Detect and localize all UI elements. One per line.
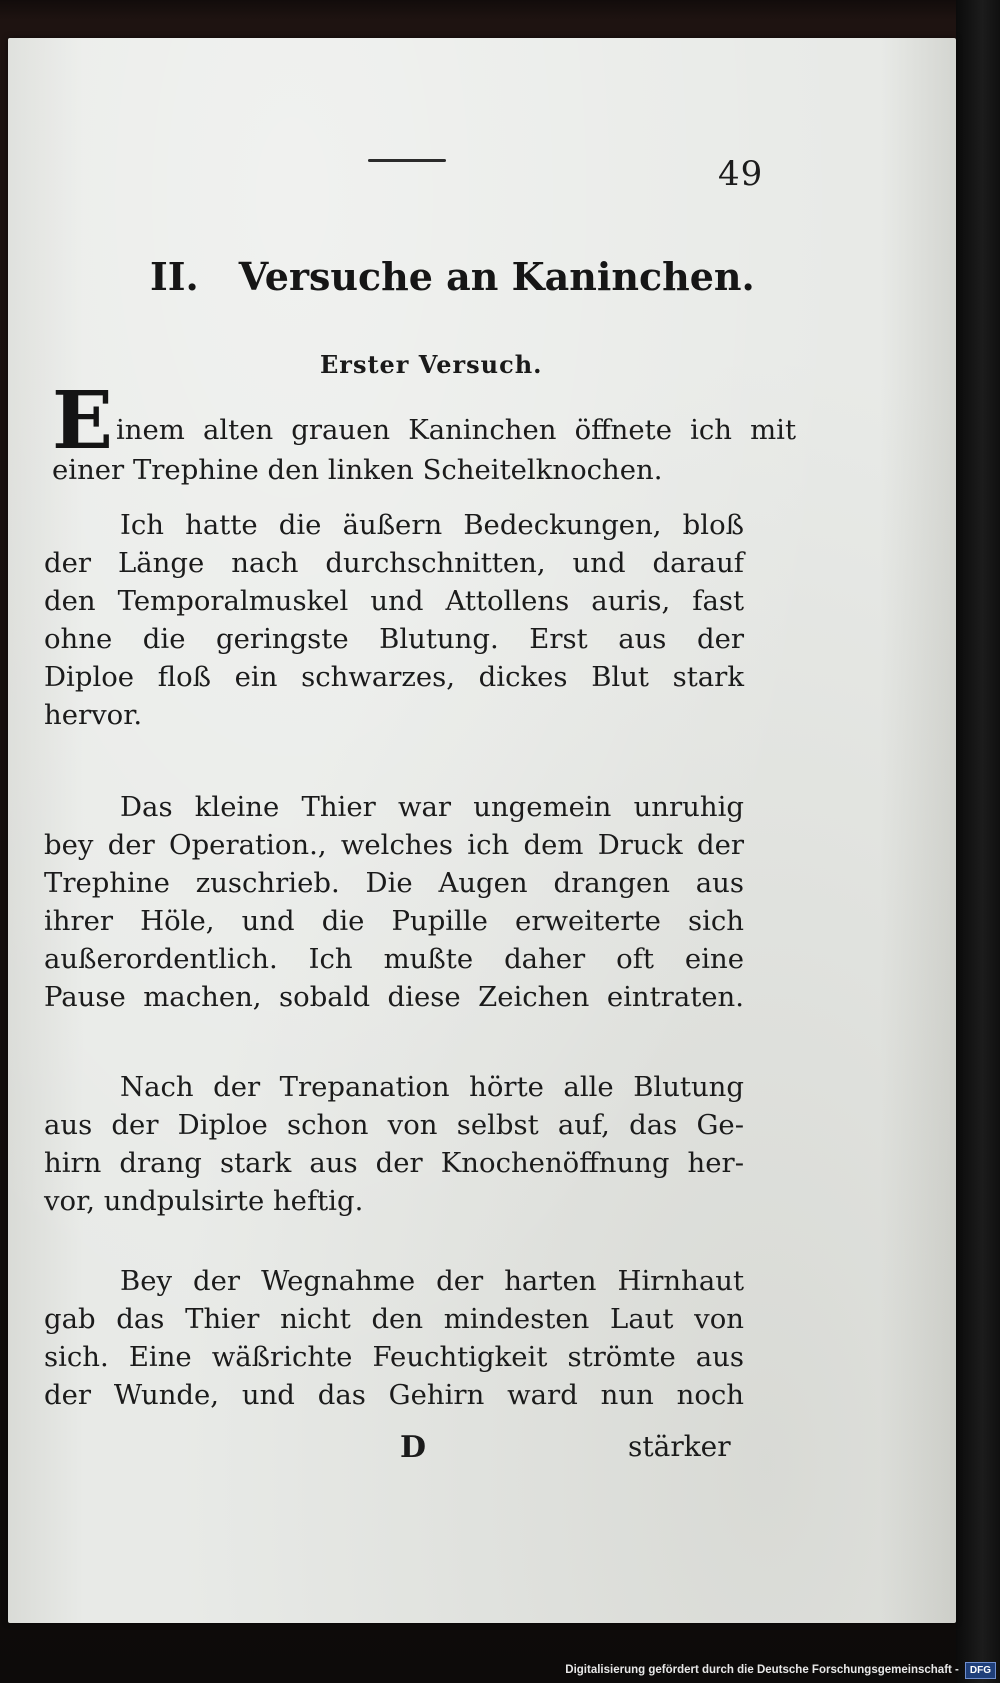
- paragraph-1: [52, 373, 796, 500]
- paragraph-5: [44, 1262, 744, 1414]
- text-line: Nach der Trepanation hörte alle Blutung: [120, 1071, 744, 1103]
- chapter-title: [150, 254, 755, 299]
- text-line: vor, undpulsirte heftig.: [44, 1185, 364, 1217]
- signature-mark: D: [400, 1430, 427, 1465]
- text-line: einer Trephine den linken Scheitelknochen.: [52, 454, 663, 486]
- text-line: Pause machen, sobald diese Zeichen eintraten.: [44, 981, 744, 1013]
- text-line: Diploe floß ein schwarzes, dickes Blut stark: [44, 661, 744, 693]
- chapter-number: II.: [150, 254, 199, 299]
- drop-cap: E: [52, 373, 113, 467]
- chapter-title-text: Versuche an Kaninchen.: [238, 254, 755, 299]
- section-title: Erster Versuch.: [320, 350, 543, 379]
- catchword: stärker: [628, 1430, 731, 1463]
- text-line: Bey der Wegnahme der harten Hirnhaut: [120, 1265, 744, 1297]
- text-line: der Länge nach durchschnitten, und darauf: [44, 547, 744, 579]
- text-line: der Wunde, und das Gehirn ward nun noch: [44, 1379, 744, 1411]
- text-line: hirn drang stark aus der Knochenöffnung her-: [44, 1147, 744, 1179]
- text-line: ohne die geringste Blutung. Erst aus der: [44, 623, 744, 655]
- text-line: hervor.: [44, 699, 143, 731]
- paragraph-2: [44, 506, 744, 734]
- text-line: den Temporalmuskel und Attollens auris, fast: [44, 585, 744, 617]
- header-rule: [368, 159, 446, 162]
- text-line: bey der Operation., welches ich dem Druck der: [44, 829, 744, 861]
- text-line: ihrer Höle, und die Pupille erweiterte sich: [44, 905, 744, 937]
- text-line: sich. Eine wäßrichte Feuchtigkeit strömte aus: [44, 1341, 744, 1373]
- text-line: aus der Diploe schon von selbst auf, das Ge-: [44, 1109, 744, 1141]
- text-line: Das kleine Thier war ungemein unruhig: [120, 791, 744, 823]
- footer-credit: Digitalisierung gefördert durch die Deutsche Forschungsgemeinschaft -: [565, 1664, 959, 1676]
- paragraph-3: [44, 788, 744, 1016]
- scan-margin: [956, 0, 1000, 1683]
- page-number: 49: [718, 154, 764, 194]
- footer: [565, 1660, 996, 1680]
- text-line: inem alten grauen Kaninchen öffnete ich mit: [116, 414, 796, 446]
- text-line: außerordentlich. Ich mußte daher oft eine: [44, 943, 744, 975]
- text-line: Trephine zuschrieb. Die Augen drangen aus: [44, 867, 744, 899]
- paragraph-4: [44, 1068, 744, 1220]
- text-line: gab das Thier nicht den mindesten Laut von: [44, 1303, 744, 1335]
- text-line: Ich hatte die äußern Bedeckungen, bloß: [120, 509, 744, 541]
- dfg-logo-icon: DFG: [965, 1662, 996, 1679]
